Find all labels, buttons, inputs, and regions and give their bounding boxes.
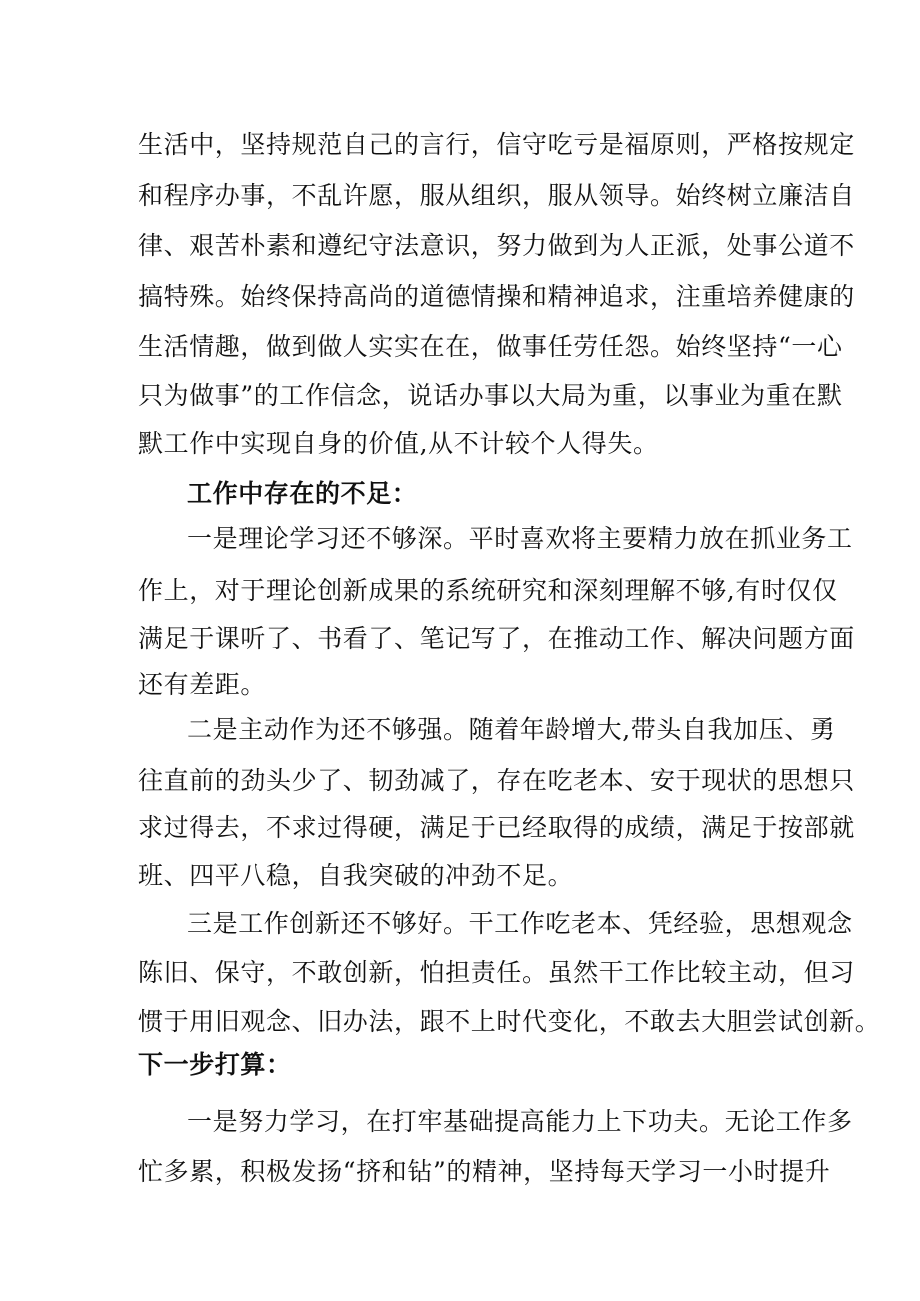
section-heading-shortcomings: 工作中存在的不足： (187, 479, 418, 508)
paragraph-line: 往直前的劲头少了、韧劲减了，存在吃老本、安于现状的思想只 (138, 766, 855, 795)
paragraph-line: 班、四平八稳，自我突破的冲劲不足。 (138, 861, 574, 890)
paragraph-line: 默工作中实现自身的价值,从不计较个人得失。 (138, 429, 659, 458)
paragraph-line: 求过得去，不求过得硬，满足于已经取得的成绩，满足于按部就 (138, 813, 855, 842)
paragraph-line: 三是工作创新还不够好。干工作吃老本、凭经验，思想观念 (187, 909, 853, 938)
paragraph-line: 生活中，坚持规范自己的言行，信守吃亏是福原则，严格按规定 (138, 130, 855, 159)
paragraph-line: 陈旧、保守，不敢创新，怕担责任。虽然干工作比较主动，但习 (138, 958, 855, 987)
paragraph-line: 满足于课听了、书看了、笔记写了，在推动工作、解决问题方面 (138, 624, 855, 653)
paragraph-line: 律、艰苦朴素和遵纪守法意识，努力做到为人正派，处事公道不 (138, 231, 855, 260)
paragraph-line: 忙多累，积极发扬“挤和钻”的精神，坚持每天学习一小时提升 (138, 1157, 831, 1186)
paragraph-line: 和程序办事，不乱许愿，服从组织，服从领导。始终树立廉洁自 (138, 181, 855, 210)
section-heading-next-steps: 下一步打算： (138, 1050, 292, 1079)
paragraph-line: 生活情趣，做到做人实实在在，做事任劳任怨。始终坚持“一心 (138, 332, 843, 361)
paragraph-line: 惯于用旧观念、旧办法，跟不上时代变化，不敢去大胆尝试创新。 (138, 1007, 881, 1036)
paragraph-line: 搞特殊。始终保持高尚的道德情操和精神追求，注重培养健康的 (138, 282, 855, 311)
paragraph-line: 一是理论学习还不够深。平时喜欢将主要精力放在抓业务工 (187, 524, 853, 553)
paragraph-line: 只为做事”的工作信念，说话办事以大局为重，以事业为重在默 (138, 381, 843, 410)
paragraph-line: 一是努力学习，在打牢基础提高能力上下功夫。无论工作多 (187, 1107, 853, 1136)
paragraph-line: 二是主动作为还不够强。随着年龄增大,带头自我加压、勇 (187, 715, 836, 744)
paragraph-line: 还有差距。 (138, 670, 267, 699)
paragraph-line: 作上，对于理论创新成果的系统研究和深刻理解不够,有时仅仅 (138, 576, 838, 605)
